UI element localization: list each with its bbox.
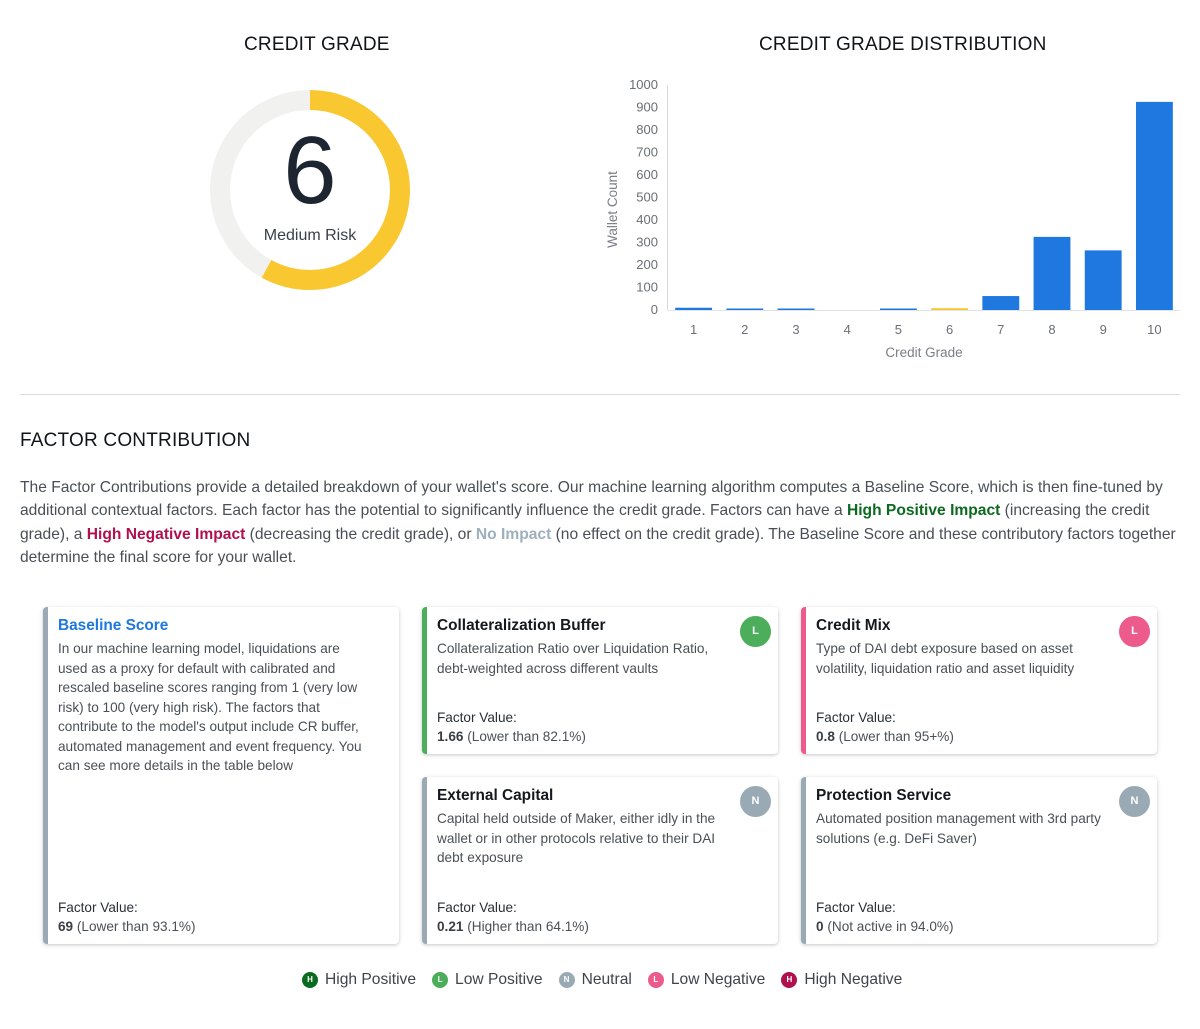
- baseline-score-description: In our machine learning model, liquidations are used as a proxy for default with calibrated and rescaled baseline scores ranging from 1 (very low risk) to 100 (very high risk). The factors that contribute to the model's output include CR buffer, automated management and event frequency. You can see more details in the table below: [58, 641, 362, 773]
- y-tick-label: 1000: [629, 77, 658, 92]
- y-tick-label: 500: [636, 189, 658, 205]
- bar-grade-7: [982, 296, 1019, 310]
- bar-grade-3: [778, 309, 815, 311]
- factor-value-label: Factor Value:: [437, 900, 517, 915]
- factor-value: [816, 729, 954, 744]
- factor-value-number: 0.21: [437, 919, 464, 934]
- factor-value-number: 0: [816, 919, 824, 934]
- protection-service-description: Automated position management with 3rd party solutions (e.g. DeFi Saver): [816, 811, 1101, 846]
- factor-value-label: Factor Value:: [437, 710, 517, 725]
- y-tick-label: 400: [636, 212, 658, 227]
- credit-mix-title: Credit Mix: [816, 617, 891, 634]
- y-tick-label: 600: [636, 167, 658, 182]
- credit-mix-card: [801, 607, 1157, 754]
- no-impact-text: No Impact: [475, 525, 552, 543]
- low-negative-badge: L: [648, 972, 664, 988]
- bar-grade-2: [726, 309, 763, 311]
- distribution-title: CREDIT GRADE DISTRIBUTION: [759, 34, 1047, 55]
- x-tick-label: 9: [1099, 322, 1107, 337]
- legend-high-negative: [781, 971, 902, 989]
- factor-value-label: Factor Value:: [58, 900, 138, 915]
- neutral-badge: N: [740, 786, 771, 817]
- y-tick-label: 700: [636, 144, 658, 160]
- factor-value-note: (Higher than 64.1%): [467, 919, 589, 934]
- baseline-score-title: Baseline Score: [58, 617, 169, 634]
- high-positive-impact-text: High Positive Impact: [846, 502, 1001, 520]
- legend-label: Low Positive: [455, 971, 543, 988]
- factor-value-number: 1.66: [437, 729, 464, 744]
- legend-high-positive: [302, 971, 416, 989]
- x-tick-label: 4: [843, 322, 851, 337]
- external-capital-card: [422, 777, 778, 944]
- x-tick-label: 3: [792, 322, 800, 337]
- risk-label: Medium Risk: [263, 227, 357, 244]
- high-positive-badge: H: [302, 972, 318, 988]
- x-tick-label: 8: [1048, 322, 1056, 337]
- legend-label: High Positive: [325, 971, 417, 988]
- legend-label: Neutral: [581, 971, 632, 988]
- x-axis-label: Credit Grade: [885, 345, 963, 360]
- factor-intro-text: [20, 476, 1180, 569]
- x-tick-label: 10: [1147, 322, 1162, 337]
- x-tick-label: 5: [894, 322, 903, 337]
- bar-grade-8: [1034, 237, 1071, 310]
- y-tick-label: 800: [636, 122, 658, 137]
- factor-value-label: Factor Value:: [816, 710, 896, 725]
- y-tick-label: 900: [636, 99, 658, 115]
- low-negative-badge: L: [1119, 616, 1150, 647]
- x-tick-label: 2: [741, 322, 749, 337]
- low-positive-badge: L: [740, 616, 771, 647]
- external-capital-title: External Capital: [437, 787, 554, 804]
- factor-value-note: (Lower than 82.1%): [467, 729, 586, 744]
- collateralization-buffer-title: Collateralization Buffer: [437, 617, 606, 634]
- collateralization-buffer-card: [422, 607, 778, 754]
- bar-grade-9: [1085, 250, 1122, 310]
- factor-value-note: (Lower than 93.1%): [76, 919, 196, 934]
- bar-grade-1: [675, 308, 712, 310]
- intro-text-4: (no effect on the credit grade). The Baseline Score and these contributory factors together determine the final score for your wallet.: [20, 525, 1176, 566]
- credit-grade-title: CREDIT GRADE: [244, 34, 390, 55]
- factor-value: [816, 919, 954, 934]
- factor-value: [437, 729, 586, 744]
- high-negative-impact-text: High Negative Impact: [86, 525, 246, 543]
- factor-contribution-title: FACTOR CONTRIBUTION: [20, 430, 251, 451]
- intro-text-2: (increasing the credit grade), a: [20, 502, 1150, 543]
- factor-value-note: (Lower than 95+%): [838, 729, 954, 744]
- x-tick-label: 6: [945, 322, 954, 337]
- bar-grade-10: [1136, 102, 1173, 310]
- legend-low-positive: [432, 971, 543, 989]
- y-tick-label: 200: [636, 257, 658, 272]
- y-tick-label: 100: [636, 279, 658, 295]
- distribution-chart: [600, 70, 1200, 370]
- intro-text-1: The Factor Contributions provide a detailed breakdown of your wallet's score. Our machine learning algorithm computes a Baseline Score, which is then fine-tuned by additional contextual factors. Each factor has the potential to significantly influence the credit grade. Factors can have a: [20, 479, 1163, 520]
- collateralization-buffer-description: Collateralization Ratio over Liquidation Ratio, debt-weighted across different vaults: [437, 641, 709, 676]
- impact-legend: [302, 969, 902, 991]
- factor-value-note: (Not active in 94.0%): [827, 919, 954, 934]
- legend-neutral: [559, 971, 632, 989]
- neutral-badge: N: [1119, 786, 1150, 817]
- x-tick-label: 1: [689, 322, 698, 337]
- credit-grade-gauge: [205, 85, 415, 295]
- factor-value: [58, 919, 196, 934]
- intro-text-3: (decreasing the credit grade), or: [245, 525, 476, 543]
- bar-grade-5: [880, 309, 917, 311]
- protection-service-title: Protection Service: [816, 787, 952, 804]
- neutral-badge: N: [559, 972, 575, 988]
- external-capital-description: Capital held outside of Maker, either idly in the wallet or in other protocols relative to their DAI debt exposure: [437, 811, 716, 865]
- section-divider: [20, 394, 1180, 395]
- factor-value-number: 0.8: [816, 729, 835, 744]
- credit-grade-value: 6: [283, 117, 337, 224]
- baseline-score-card: [43, 607, 399, 944]
- factor-value-label: Factor Value:: [816, 900, 896, 915]
- legend-label: Low Negative: [670, 971, 766, 988]
- factor-value-number: 69: [58, 919, 74, 934]
- high-negative-badge: H: [781, 972, 797, 988]
- bar-grade-6: [931, 308, 968, 310]
- y-tick-label: 300: [636, 234, 658, 250]
- credit-mix-description: Type of DAI debt exposure based on asset volatility, liquidation ratio and asset liquidity: [816, 641, 1075, 676]
- x-tick-label: 7: [997, 322, 1005, 337]
- y-axis-label: Wallet Count: [605, 171, 620, 248]
- low-positive-badge: L: [432, 972, 448, 988]
- legend-label: High Negative: [804, 971, 903, 988]
- protection-service-card: [801, 777, 1157, 944]
- factor-value: [437, 919, 589, 934]
- y-tick-label: 0: [650, 302, 658, 317]
- legend-low-negative: [648, 971, 765, 989]
